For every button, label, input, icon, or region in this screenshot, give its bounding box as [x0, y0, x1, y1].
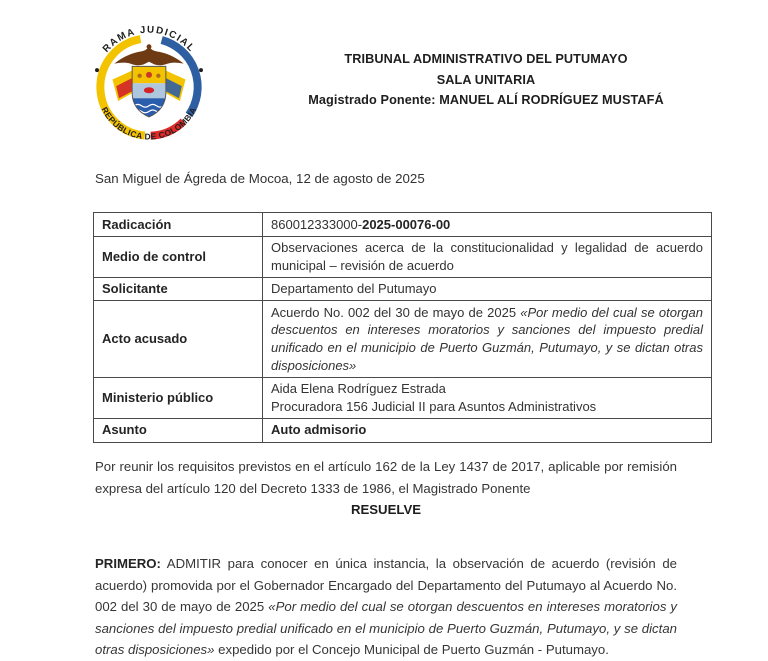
dateline: San Miguel de Ágreda de Mocoa, 12 de agosto de 2025	[95, 171, 425, 186]
table-row-ministerio-publico	[94, 377, 712, 418]
seal-bottom-text: REPÚBLICA DE COLOMBIA	[99, 105, 199, 142]
shield-icon	[132, 66, 166, 118]
radicacion-value	[263, 213, 712, 237]
resolve-heading: RESUELVE	[350, 502, 422, 517]
acto-label: Acto acusado	[94, 301, 263, 377]
radicacion-number-prefix: 860012333000-	[271, 216, 363, 232]
rama-judicial-seal-icon	[60, 12, 238, 162]
table-row-radicacion	[94, 213, 712, 237]
judge-line: Magistrado Ponente: MANUEL ALÍ RODRÍGUEZ MUSTAFÁ	[308, 93, 664, 107]
solicitante-value: Departamento del Putumayo	[263, 277, 712, 301]
seal-left-dot	[95, 68, 99, 72]
seal-right-dot	[199, 68, 203, 72]
radicacion-number-bold: 2025-00076-00	[362, 216, 451, 232]
ministerio-value	[263, 377, 712, 418]
document-header	[246, 49, 726, 111]
court-name: TRIBUNAL ADMINISTRATIVO DEL PUTUMAYO	[344, 52, 628, 66]
ministerio-label: Ministerio público	[94, 377, 263, 418]
primero-text-after: expedido por el Concejo Municipal de Puerto Guzmán - Putumayo.	[214, 642, 609, 658]
table-row-solicitante	[94, 277, 712, 301]
primero-paragraph	[95, 553, 677, 661]
table-row-asunto	[94, 418, 712, 442]
acto-value	[263, 301, 712, 377]
intro-paragraph: Por reunir los requisitos previstos en el artículo 162 de la Ley 1437 de 2017, aplicable por remisión expresa del artículo 120 del Decreto 1333 de 1986, el Magistrado Ponente	[95, 459, 677, 496]
ministerio-title: Procuradora 156 Judicial II para Asuntos Administrativos	[271, 398, 597, 414]
table-row-acto-acusado	[94, 301, 712, 377]
asunto-value: Auto admisorio	[263, 418, 712, 442]
ministerio-name: Aida Elena Rodríguez Estrada	[271, 381, 446, 397]
solicitante-label: Solicitante	[94, 277, 263, 301]
asunto-label: Asunto	[94, 418, 263, 442]
seal-top-text: RAMA JUDICIAL	[100, 24, 198, 55]
primero-quote: «Por medio del cual se otorgan descuentos en intereses moratorios y sanciones del impuesto predial unificado en el municipio de Puerto Guzmán, Putumayo, y se dictan otras disposiciones»	[95, 599, 678, 658]
case-info-table	[93, 212, 712, 443]
acto-value-quote: «Por medio del cual se otorgan descuentos en intereses moratorios y sanciones del impuesto predial unificado en el municipio de Puerto Guzmán, Putumayo, y se dictan otras disposiciones»	[271, 304, 703, 373]
primero-label: PRIMERO:	[95, 556, 161, 572]
primero-text-before: ADMITIR para conocer en única instancia, la observación de acuerdo (revisión de acuerdo) promovida por el Gobernador Encargado del Departamento del Putumayo al Acuerdo No. 002 del 30 de mayo de 2025	[95, 556, 677, 615]
medio-value: Observaciones acerca de la constitucionalidad y legalidad de acuerdo municipal – revisión de acuerdo	[263, 236, 712, 277]
medio-label: Medio de control	[94, 236, 263, 277]
radicacion-label: Radicación	[94, 213, 263, 237]
chamber-name: SALA UNITARIA	[436, 72, 536, 87]
table-row-medio-de-control	[94, 236, 712, 277]
acto-value-intro: Acuerdo No. 002 del 30 de mayo de 2025	[271, 304, 521, 320]
